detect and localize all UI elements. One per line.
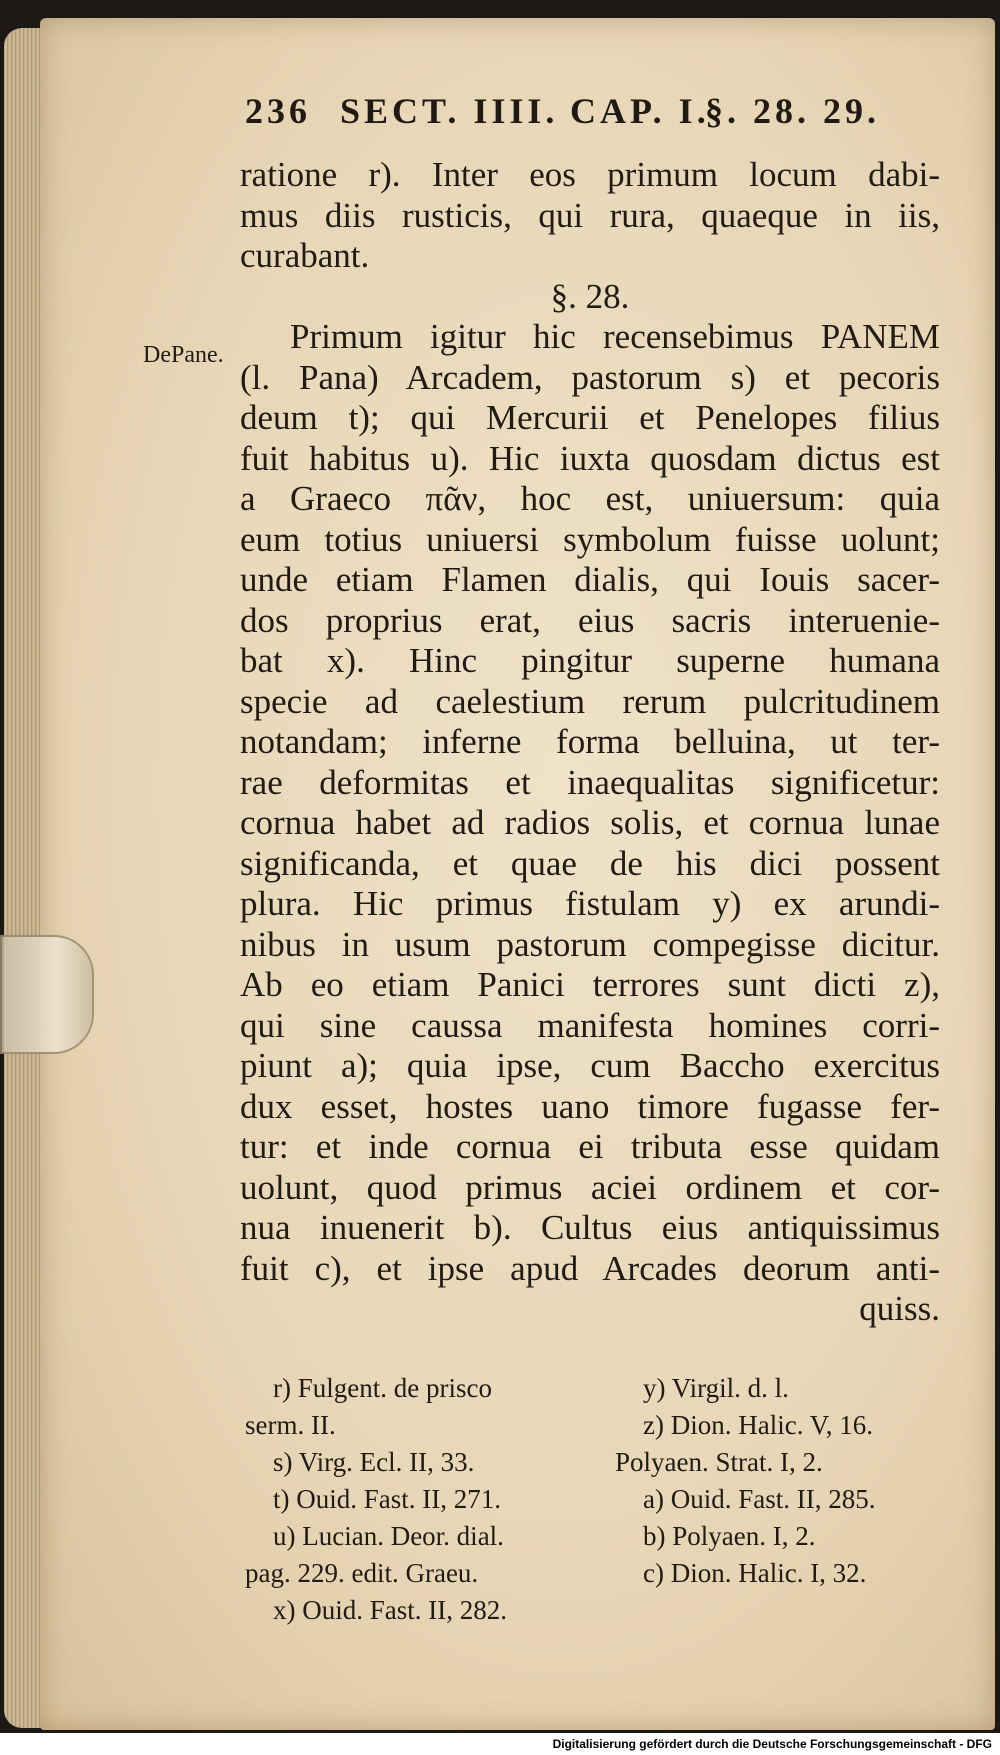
text-line: a Graeco πᾶν, hoc est, uniuersum: quia xyxy=(240,479,940,518)
footnote: b) Polyaen. I, 2. xyxy=(643,1521,816,1551)
text-line: deum t); qui Mercurii et Penelopes filius xyxy=(240,398,940,437)
catchword: quiss. xyxy=(859,1289,940,1328)
footnote: r) Fulgent. de prisco xyxy=(273,1373,492,1403)
margin-note: DePane. xyxy=(143,342,224,368)
text-line: nibus in usum pastorum compegisse dicitur. xyxy=(240,924,940,964)
text-line: cornua habet ad radios solis, et cornua lunae xyxy=(240,803,940,842)
footnotes-left xyxy=(245,1370,585,1629)
text-line: dos proprius erat, eius sacris interuenie- xyxy=(240,600,940,640)
text-line: mus diis rusticis, qui rura, quaeque in iis, xyxy=(240,195,940,235)
text-line: dux esset, hostes uano timore fugasse fer- xyxy=(240,1086,940,1126)
footnote: z) Dion. Halic. V, 16. xyxy=(643,1410,873,1440)
clasp xyxy=(0,935,94,1054)
text-line: Primum igitur hic recensebimus PANEM xyxy=(290,317,940,356)
section-heading: §. 28. xyxy=(550,276,630,316)
footnote: c) Dion. Halic. I, 32. xyxy=(643,1558,867,1588)
text-line: Ab eo etiam Panici terrores sunt dicti z), xyxy=(240,965,940,1004)
text-line: tur: et inde cornua ei tributa esse quidam xyxy=(240,1127,940,1166)
text-line: specie ad caelestium rerum pulcritudinem xyxy=(240,681,940,721)
text-line: fuit c), et ipse apud Arcades deorum anti- xyxy=(240,1248,940,1288)
footnote: pag. 229. edit. Graeu. xyxy=(245,1558,479,1588)
text-line: eum totius uniuersi symbolum fuisse uolunt; xyxy=(240,519,940,559)
text-line: significanda, et quae de his dici possent xyxy=(240,843,940,883)
text-line: curabant. xyxy=(240,236,370,275)
text-line: bat x). Hinc pingitur superne humana xyxy=(240,641,940,680)
text-line: notandam; inferne forma belluina, ut ter- xyxy=(240,722,940,761)
text-line: rae deformitas et inaequalitas significetur: xyxy=(240,762,940,802)
running-header xyxy=(245,90,885,140)
paragraph-label: §. 28. 29. xyxy=(705,91,880,131)
text-line: ratione r). Inter eos primum locum dabi- xyxy=(240,155,940,194)
footnote: x) Ouid. Fast. II, 282. xyxy=(273,1595,507,1625)
text-line: piunt a); quia ipse, cum Baccho exercitus xyxy=(240,1046,940,1085)
footnote: t) Ouid. Fast. II, 271. xyxy=(273,1484,501,1514)
section-label: SECT. IIII. xyxy=(340,91,559,131)
text-line: (l. Pana) Arcadem, pastorum s) et pecoris xyxy=(240,357,940,397)
footnote: y) Virgil. d. l. xyxy=(643,1373,789,1403)
footnote: s) Virg. Ecl. II, 33. xyxy=(273,1447,475,1477)
footnote: a) Ouid. Fast. II, 285. xyxy=(643,1484,876,1514)
text-line: unde etiam Flamen dialis, qui Iouis sacer- xyxy=(240,560,940,599)
footnote: u) Lucian. Deor. dial. xyxy=(273,1521,504,1551)
text-line: fuit habitus u). Hic iuxta quosdam dictus est xyxy=(240,438,940,478)
page-number: 236 xyxy=(245,91,311,131)
text-line: qui sine caussa manifesta homines corri- xyxy=(240,1005,940,1045)
text-line: plura. Hic primus fistulam y) ex arundi- xyxy=(240,884,940,923)
footnote: Polyaen. Strat. I, 2. xyxy=(615,1447,823,1477)
chapter-label: CAP. I. xyxy=(570,91,710,131)
footnotes-right xyxy=(615,1370,955,1592)
text-line: uolunt, quod primus aciei ordinem et cor- xyxy=(240,1167,940,1207)
footnote: serm. II. xyxy=(245,1410,336,1440)
text-line: nua inuenerit b). Cultus eius antiquissimus xyxy=(240,1208,940,1247)
main-text xyxy=(240,155,940,1330)
digitization-credit: Digitalisierung gefördert durch die Deutsche Forschungsgemeinschaft - DFG xyxy=(552,1737,992,1751)
